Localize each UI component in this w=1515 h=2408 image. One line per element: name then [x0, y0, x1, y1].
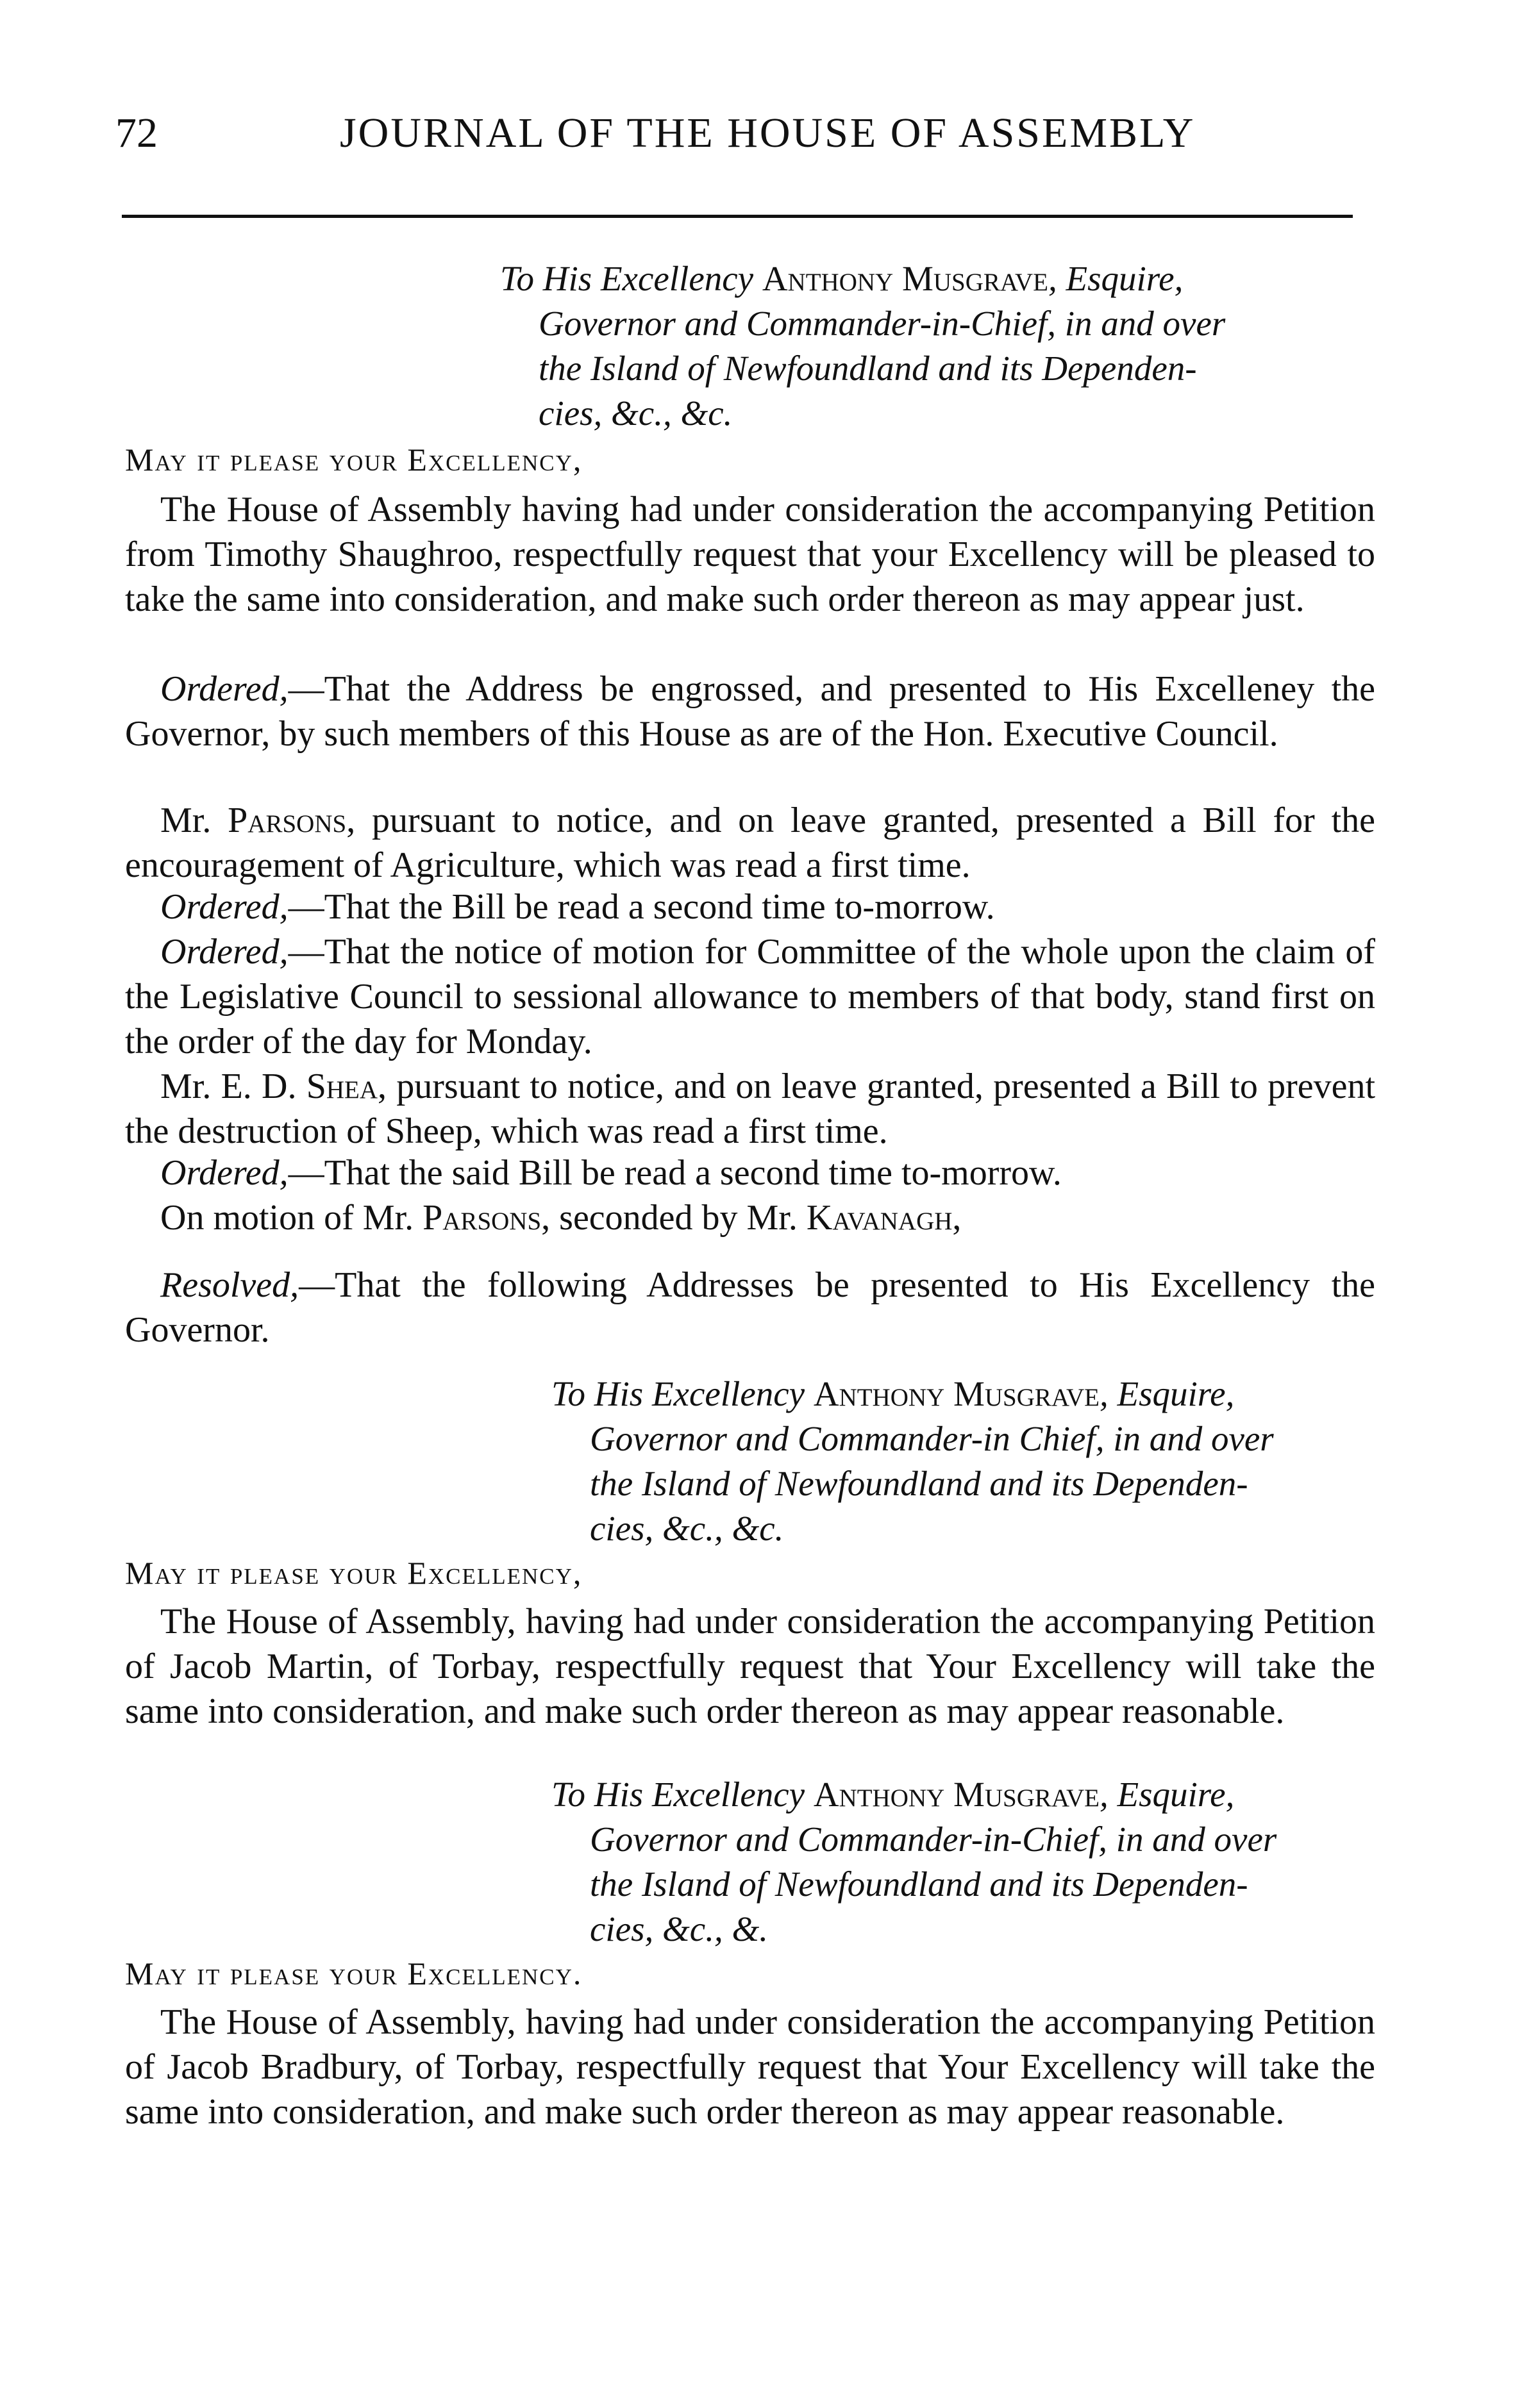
paragraph-petition-bradbury: The House of Assembly, having had under consideration the accompanying Petition of Jacob Bradbury, of Torbay, respectfully request that Your Excellency will take the same into consideration, and make such order thereon as may appear reasonable.	[125, 2002, 1375, 2132]
paragraph-motion: On motion of Mr. Parsons, seconded by Mr. Kavanagh,	[160, 1198, 962, 1238]
paragraph-ordered-engrossed: Ordered,—That the Address be engrossed, and presented to His Excelleney the Governor, by such members of this House as are of the Hon. Executive Council.	[125, 669, 1375, 754]
address-block-1: To His Excellency Anthony Musgrave, Esquire, Governor and Commander-in-Chief, in and over the Island of Newfoundland and its Dependen- cies, &c., &c.	[500, 259, 1226, 433]
paragraph-petition-shaughroo: The House of Assembly having had under consideration the accompanying Petition from Timothy Shaughroo, respectfully request that your Excellency will be pleased to take the same into consideration, and make such order thereon as may appear just.	[125, 490, 1375, 619]
paragraph-agriculture-bill: Mr. Parsons, pursuant to notice, and on leave granted, presented a Bill for the encouragement of Agriculture, which was read a first time.	[125, 801, 1375, 885]
address-block-3: To His Excellency Anthony Musgrave, Esquire, Governor and Commander-in-Chief, in and over the Island of Newfoundland and its Dependen- cies, &c., &.	[551, 1775, 1277, 1948]
header-rule	[122, 215, 1353, 218]
salutation-3: May it please your Excellency.	[125, 1955, 583, 1991]
paragraph-petition-martin: The House of Assembly, having had under consideration the accompanying Petition of Jacob Martin, of Torbay, respectfully request that Your Excellency will take the same into consideration, and make such order thereon as may appear reasonable.	[125, 1602, 1375, 1731]
page-number: 72	[115, 110, 158, 156]
address-block-2: To His Excellency Anthony Musgrave, Esquire, Governor and Commander-in Chief, in and over the Island of Newfoundland and its Dependen- cies, &c., &c.	[551, 1374, 1274, 1548]
paragraph-ordered-notice-of-motion: Ordered,—That the notice of motion for Committee of the whole upon the claim of the Legislative Council to sessional allowance to members of that body, stand first on the order of the day for Monday.	[125, 932, 1375, 1061]
paragraph-resolved: Resolved,—That the following Addresses be presented to His Excellency the Governor.	[125, 1265, 1375, 1350]
paragraph-ordered-sheep-bill: Ordered,—That the said Bill be read a second time to-morrow.	[160, 1153, 1062, 1193]
salutation-1: May it please your Excellency,	[125, 442, 583, 477]
running-title: JOURNAL OF THE HOUSE OF ASSEMBLY	[340, 110, 1196, 156]
paragraph-sheep-bill: Mr. E. D. Shea, pursuant to notice, and on leave granted, presented a Bill to prevent the destruction of Sheep, which was read a first time.	[125, 1067, 1375, 1151]
running-header	[0, 109, 1515, 186]
salutation-2: May it please your Excellency,	[125, 1555, 583, 1591]
paragraph-ordered-second-reading: Ordered,—That the Bill be read a second time to-morrow.	[160, 887, 995, 927]
